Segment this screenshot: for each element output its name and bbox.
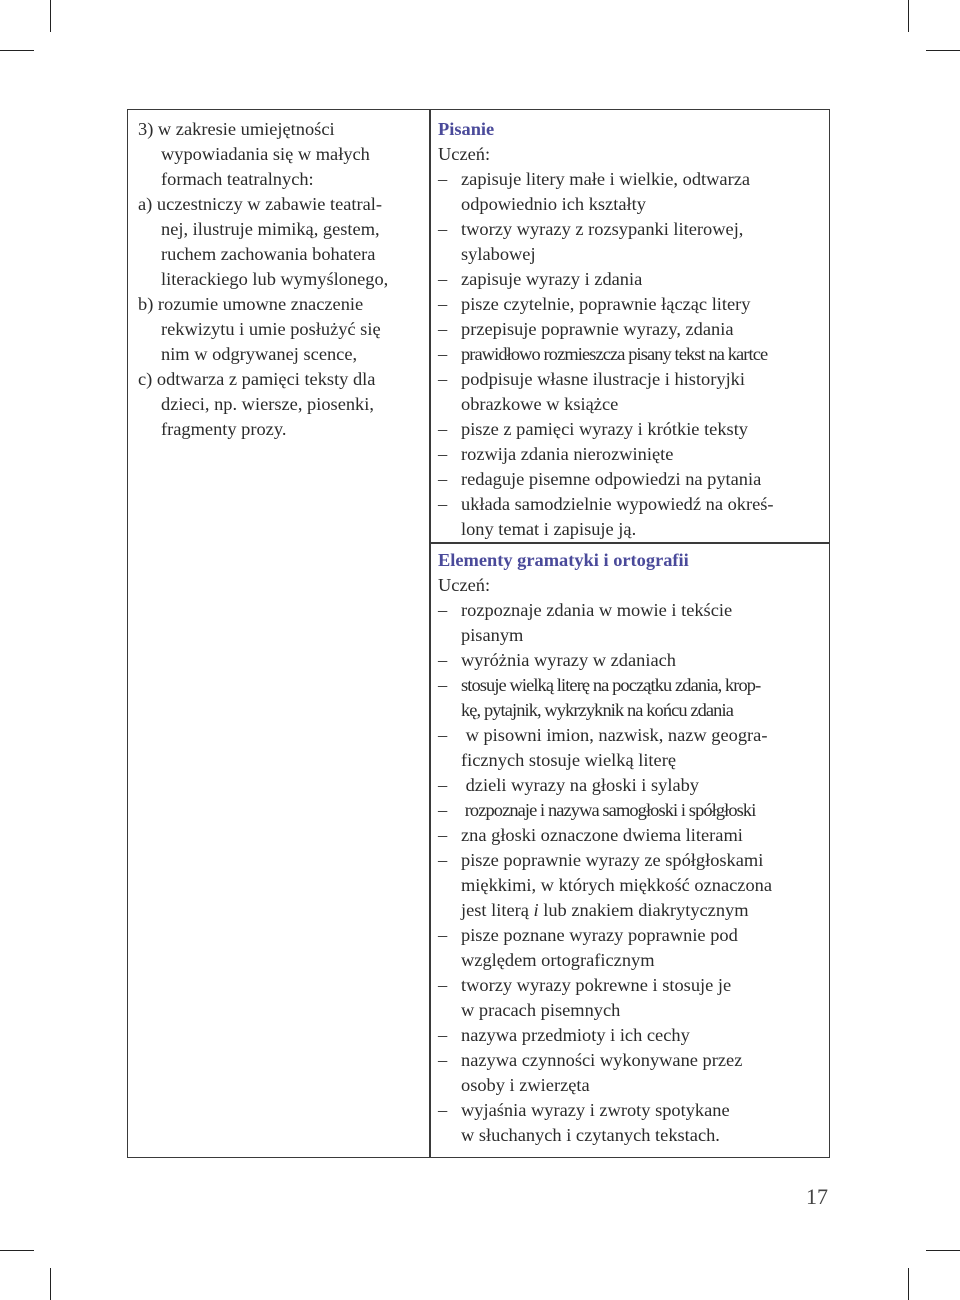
dash-bullet: –	[438, 850, 448, 870]
item-line: układa samodzielnie wypowiedź na okreś-	[461, 494, 774, 514]
item-line: przepisuje poprawnie wyrazy, zdania	[461, 319, 734, 339]
item-line: pisze z pamięci wyrazy i krótkie teksty	[461, 419, 748, 439]
dash-bullet: –	[438, 600, 448, 620]
dash-bullet: –	[438, 725, 448, 745]
text-line: fragmenty prozy.	[161, 419, 287, 439]
dash-bullet: –	[438, 650, 448, 670]
list-item	[438, 1098, 826, 1148]
item-line: rozpoznaje i nazywa samogłoski i spółgłoski	[461, 800, 756, 820]
item-line: dzieli wyrazy na głoski i sylaby	[461, 775, 700, 795]
dash-bullet: –	[438, 469, 448, 489]
section-subheading: Uczeń:	[438, 144, 491, 164]
item-line: sylabowej	[461, 244, 536, 264]
dash-bullet: –	[438, 925, 448, 945]
text-line: nej, ilustruje mimiką, gestem,	[161, 219, 380, 239]
item-line: w pracach pisemnych	[461, 1000, 621, 1020]
crop-mark	[908, 0, 909, 32]
section-heading: Pisanie	[438, 119, 495, 139]
dash-bullet: –	[438, 800, 448, 820]
list-item	[438, 723, 826, 773]
item-line: redaguje pisemne odpowiedzi na pytania	[461, 469, 762, 489]
item-line-text: lub znakiem diakrytycznym	[538, 900, 749, 920]
text-line: a) uczestniczy w zabawie teatral-	[138, 194, 383, 214]
text-line: b) rozumie umowne znaczenie	[138, 294, 364, 314]
item-line: prawidłowo rozmieszcza pisany tekst na kartce	[461, 344, 768, 364]
dash-bullet: –	[438, 1050, 448, 1070]
item-line: rozpoznaje zdania w mowie i tekście	[461, 600, 733, 620]
dash-bullet: –	[438, 344, 448, 364]
item-line: pisanym	[461, 625, 524, 645]
section-subheading: Uczeń:	[438, 575, 491, 595]
item-line: względem ortograficznym	[461, 950, 655, 970]
item-line: wyjaśnia wyrazy i zwroty spotykane	[461, 1100, 730, 1120]
item-line: odpowiednio ich kształty	[461, 194, 646, 214]
item-line-text: jest literą	[461, 900, 534, 920]
list-item	[438, 317, 826, 342]
item-line: rozwija zdania nierozwinięte	[461, 444, 674, 464]
row-divider	[430, 542, 829, 544]
text-line: 3) w zakresie umiejętności	[138, 119, 335, 139]
list-item	[438, 973, 826, 1023]
dash-bullet: –	[438, 169, 448, 189]
curriculum-table	[127, 109, 830, 1158]
page-number: 17	[806, 1184, 828, 1209]
list-item	[438, 417, 826, 442]
crop-mark	[908, 1268, 909, 1300]
text-line: literackiego lub wymyślonego,	[161, 269, 389, 289]
list-item	[438, 467, 826, 492]
list-item	[438, 217, 826, 267]
crop-mark	[926, 1250, 960, 1251]
crop-mark	[50, 0, 51, 32]
list-item	[438, 1023, 826, 1048]
item-line	[461, 898, 826, 923]
text-line: c) odtwarza z pamięci teksty dla	[138, 369, 376, 389]
dash-bullet: –	[438, 675, 448, 695]
list-item	[438, 673, 826, 723]
list-item	[438, 848, 826, 923]
list-item	[438, 267, 826, 292]
item-line: pisze poznane wyrazy poprawnie pod	[461, 925, 738, 945]
text-line: dzieci, np. wiersze, piosenki,	[161, 394, 374, 414]
list-item	[438, 823, 826, 848]
list-item	[438, 167, 826, 217]
section-heading: Elementy gramatyki i ortografii	[438, 550, 689, 570]
list-item	[438, 923, 826, 973]
dash-bullet: –	[438, 494, 448, 514]
item-line: stosuje wielką literę na początku zdania, krop-	[461, 675, 761, 695]
list-item	[438, 1048, 826, 1098]
dash-bullet: –	[438, 444, 448, 464]
dash-bullet: –	[438, 219, 448, 239]
item-line: pisze poprawnie wyrazy ze spółgłoskami	[461, 850, 764, 870]
item-line: zapisuje litery małe i wielkie, odtwarza	[461, 169, 751, 189]
item-line: zapisuje wyrazy i zdania	[461, 269, 643, 289]
dash-bullet: –	[438, 319, 448, 339]
item-line: wyróżnia wyrazy w zdaniach	[461, 650, 676, 670]
item-line: tworzy wyrazy pokrewne i stosuje je	[461, 975, 732, 995]
dash-bullet: –	[438, 294, 448, 314]
item-line: miękkimi, w których miękkość oznaczona	[461, 875, 773, 895]
writing-section	[438, 117, 826, 542]
list-item	[438, 773, 826, 798]
text-line: rekwizytu i umie posłużyć się	[161, 319, 381, 339]
crop-mark	[50, 1268, 51, 1300]
item-line: obrazkowe w książce	[461, 394, 619, 414]
item-line: nazywa czynności wykonywane przez	[461, 1050, 743, 1070]
text-line: ruchem zachowania bohatera	[161, 244, 376, 264]
dash-bullet: –	[438, 269, 448, 289]
item-line: tworzy wyrazy z rozsypanki literowej,	[461, 219, 744, 239]
text-line: nim w odgrywanej scence,	[161, 344, 358, 364]
item-line: zna głoski oznaczone dwiema literami	[461, 825, 743, 845]
crop-mark	[926, 50, 960, 51]
item-line: osoby i zwierzęta	[461, 1075, 590, 1095]
dash-bullet: –	[438, 1025, 448, 1045]
item-line: w słuchanych i czytanych tekstach.	[461, 1125, 720, 1145]
item-line: ficznych stosuje wielką literę	[461, 750, 676, 770]
item-line: podpisuje własne ilustracje i historyjki	[461, 369, 745, 389]
grammar-section	[438, 548, 826, 1148]
dash-bullet: –	[438, 825, 448, 845]
item-line-italic: i	[533, 900, 539, 920]
text-line: wypowiadania się w małych	[161, 144, 370, 164]
text-line: formach teatralnych:	[161, 169, 314, 189]
dash-bullet: –	[438, 369, 448, 389]
item-line: pisze czytelnie, poprawnie łącząc litery	[461, 294, 751, 314]
item-line: nazywa przedmioty i ich cechy	[461, 1025, 690, 1045]
list-item	[438, 442, 826, 467]
list-item	[438, 492, 826, 542]
list-item	[438, 798, 826, 823]
item-line: lony temat i zapisuje ją.	[461, 519, 637, 539]
list-item	[438, 342, 826, 367]
item-line: w pisowni imion, nazwisk, nazw geogra-	[461, 725, 768, 745]
column-divider	[429, 110, 431, 1157]
dash-bullet: –	[438, 419, 448, 439]
crop-mark	[0, 1250, 34, 1251]
item-line: kę, pytajnik, wykrzyknik na końcu zdania	[461, 700, 733, 720]
theatre-skills-cell	[138, 117, 426, 442]
list-item	[438, 598, 826, 648]
dash-bullet: –	[438, 1100, 448, 1120]
list-item	[438, 292, 826, 317]
list-item	[438, 367, 826, 417]
crop-mark	[0, 50, 34, 51]
list-item	[438, 648, 826, 673]
dash-bullet: –	[438, 775, 448, 795]
dash-bullet: –	[438, 975, 448, 995]
